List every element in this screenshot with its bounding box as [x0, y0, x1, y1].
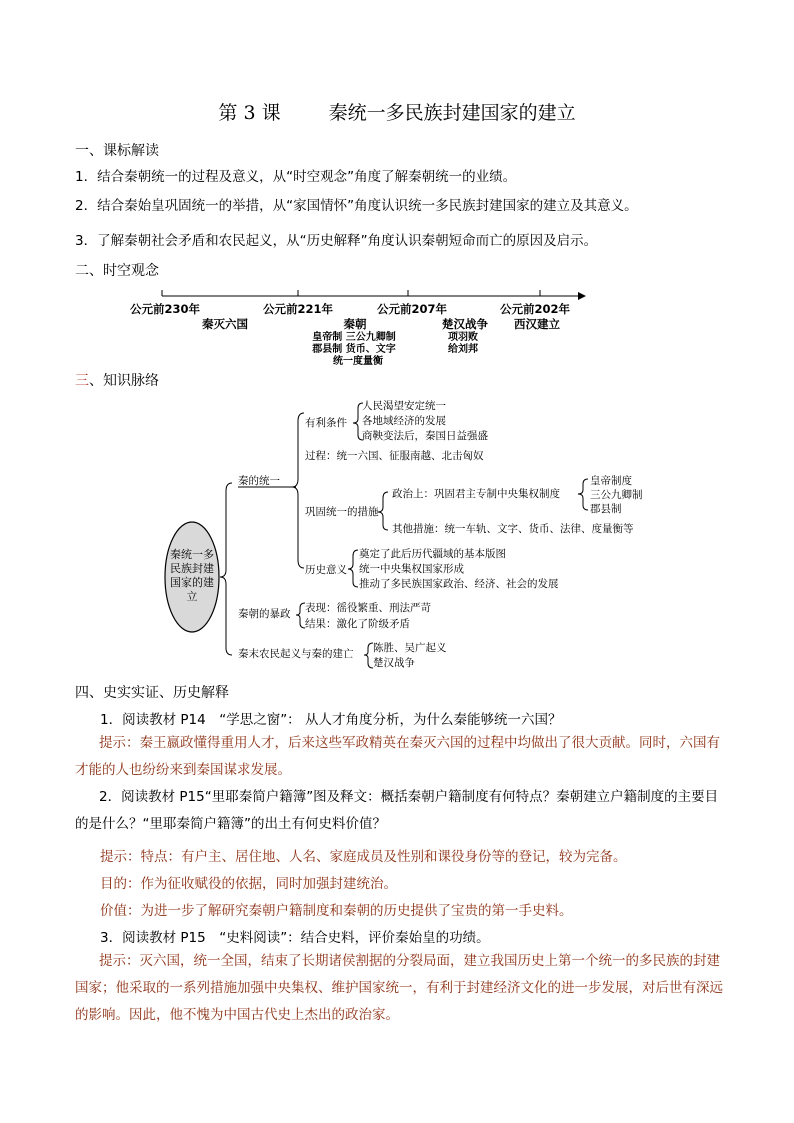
timeline-event-4: 西汉建立 [514, 317, 560, 331]
other-measures-text: 其他措施：统一车轨、文字、货币、法律、度量衡等 [392, 523, 634, 535]
root-text-line1: 秦统一多 [170, 548, 214, 561]
question-2 [75, 784, 723, 838]
qin-detail-3: 统一度量衡 [333, 356, 383, 365]
section4-heading: 四、史实实证、历史解释 [75, 685, 229, 701]
politics-item-1: 皇帝制度 [590, 475, 632, 487]
timeline-event-3: 楚汉战争 [442, 317, 488, 331]
qin-detail-1: 皇帝制 三公九卿制 [312, 332, 396, 343]
gonggu-label: 巩固统一的措施 [305, 506, 379, 518]
qin-detail-2: 郡县制 货币、文字 [312, 344, 396, 355]
youli-item-1: 人民渴望安定统一 [362, 400, 446, 412]
question-2-text: 2．阅读教材 P15“里耶秦简户籍簿”图及释文：概括秦朝户籍制度有何特点？秦朝建立户籍制度的主要目的是什么？“里耶秦简户籍簿”的出土有何史料价值？ [75, 789, 719, 832]
answer-2-purpose: 目的：作为征收赋役的依据，同时加强封建统治。 [100, 876, 397, 892]
timeline-event-2: 秦朝 [343, 317, 367, 331]
root-text-line2: 民族封建 [170, 562, 214, 575]
youli-item-3: 商鞅变法后，秦国日益强盛 [362, 430, 488, 442]
answer-1-text: 提示：秦王嬴政懂得重用人才，后来这些军政精英在秦灭六国的过程中均做出了很大贡献。同时，六国有才能的人也纷纷来到秦国谋求发展。 [75, 735, 720, 778]
branch2-item-1: 表现：徭役繁重、刑法严苛 [305, 602, 431, 614]
politics-item-3: 郡县制 [590, 503, 622, 515]
significance-item-3: 推动了多民族国家政治、经济、社会的发展 [359, 578, 559, 590]
chuhan-detail-2: 给刘邦 [448, 344, 478, 355]
answer-2-value: 价值：为进一步了解研究秦朝户籍制度和秦朝的历史提供了宝贵的第一手史料。 [100, 903, 573, 919]
question-3: 3．阅读教材 P15 “史料阅读”：结合史料，评价秦始皇的功绩。 [100, 930, 490, 946]
timeline-date-3: 公元前207年 [376, 302, 448, 316]
politics-item-2: 三公九卿制 [590, 489, 643, 501]
timeline-event-1: 秦灭六国 [202, 317, 248, 331]
root-text-line4: 立 [186, 590, 198, 603]
timeline [0, 285, 794, 365]
section2-heading: 二、时空观念 [75, 263, 159, 279]
timeline-date-2: 公元前221年 [262, 302, 334, 316]
lesson-number: 第 3 课 [218, 102, 281, 124]
answer-2-features: 提示：特点：有户主、居住地、人名、家庭成员及性别和课役身份等的登记，较为完备。 [100, 849, 627, 865]
knowledge-map [0, 395, 794, 675]
politics-text: 政治上：巩固君主专制中央集权制度 [392, 488, 560, 500]
section3-heading [75, 370, 159, 390]
branch3-item-1: 陈胜、吴广起义 [373, 642, 447, 654]
page-title [0, 98, 794, 125]
question-1: 1．阅读教材 P14 “学思之窗”： 从人才角度分析，为什么秦能够统一六国？ [100, 712, 562, 728]
section3-heading-text: 、知识脉络 [89, 373, 159, 389]
branch3-item-2: 楚汉战争 [373, 657, 415, 669]
process-text: 过程：统一六国、征服南越、北击匈奴 [305, 450, 484, 462]
section1-item-3: 3．了解秦朝社会矛盾和农民起义，从“历史解释”角度认识秦朝短命而亡的原因及启示。 [75, 233, 598, 249]
section3-heading-num: 三 [75, 373, 89, 389]
section1-heading: 一、课标解读 [75, 143, 159, 159]
answer-1 [75, 730, 723, 784]
significance-label: 历史意义 [305, 564, 347, 576]
significance-item-1: 奠定了此后历代疆域的基本版图 [359, 548, 506, 560]
section1-item-2: 2．结合秦始皇巩固统一的举措，从“家国情怀”角度认识统一多民族封建国家的建立及其意义。 [75, 198, 638, 214]
youli-label: 有利条件 [305, 417, 347, 429]
branch2-item-2: 结果：激化了阶级矛盾 [305, 618, 410, 630]
answer-3-text: 提示：灭六国，统一全国，结束了长期诸侯割据的分裂局面，建立我国历史上第一个统一的多民族的封建国家；他采取的一系列措施加强中央集权、维护国家统一，有利于封建经济文化的进一步发展，对后世有深远的影响。因此，他不愧为中国古代史上杰出的政治家。 [75, 953, 723, 1023]
branch3-label: 秦末农民起义与秦的建亡 [238, 648, 354, 660]
timeline-date-1: 公元前230年 [129, 302, 201, 316]
lesson-topic: 秦统一多民族封建国家的建立 [328, 102, 576, 124]
answer-3 [75, 948, 723, 1029]
branch2-label: 秦朝的暴政 [238, 608, 291, 620]
branch1-label: 秦的统一 [238, 475, 280, 487]
chuhan-detail-1: 项羽败 [448, 332, 478, 343]
youli-item-2: 各地域经济的发展 [362, 415, 446, 427]
significance-item-2: 统一中央集权国家形成 [359, 563, 464, 575]
section1-item-1: 1．结合秦朝统一的过程及意义，从“时空观念”角度了解秦朝统一的业绩。 [75, 169, 517, 185]
root-text-line3: 国家的建 [170, 576, 214, 589]
timeline-date-4: 公元前202年 [499, 302, 571, 316]
